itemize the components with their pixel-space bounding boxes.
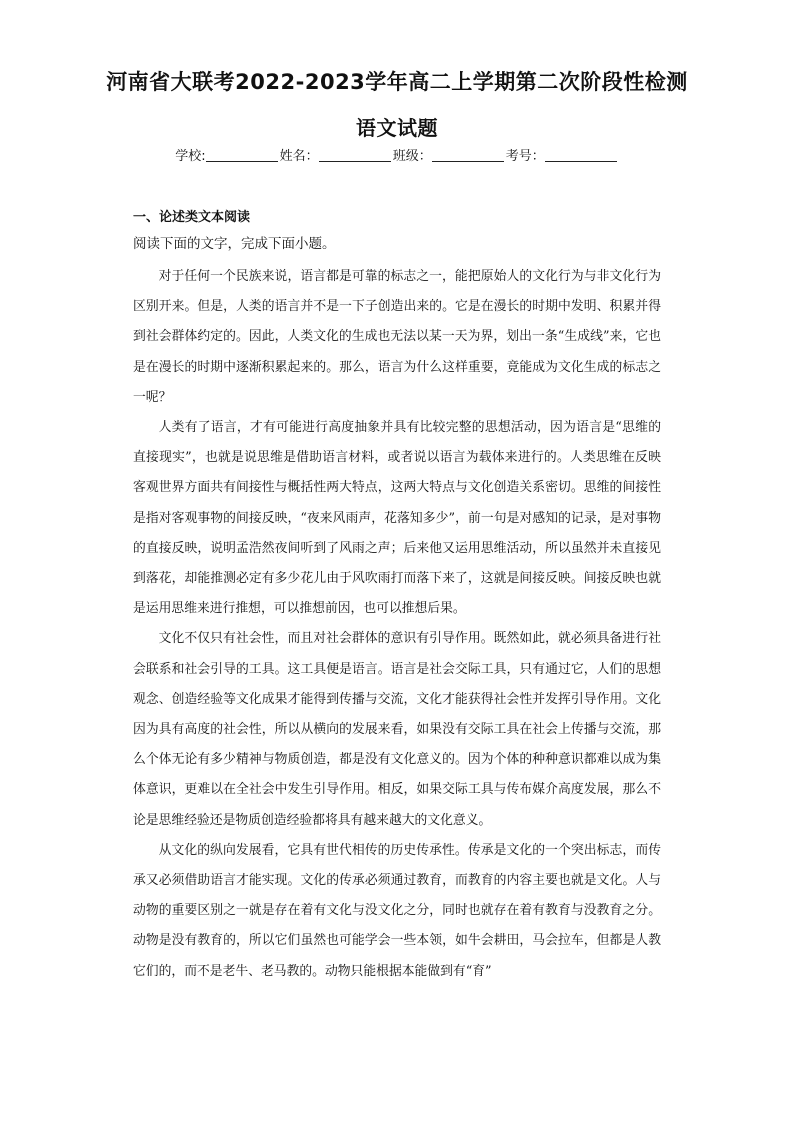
exam-title: 河南省大联考2022-2023学年高二上学期第二次阶段性检测 bbox=[106, 70, 688, 94]
reading-passage bbox=[133, 262, 661, 987]
school-label: 学校: bbox=[175, 149, 206, 164]
passage-paragraph-1: 对于任何一个民族来说，语言都是可靠的标志之一，能把原始人的文化行为与非文化行为区别开来。但是，人类的语言并不是一下子创造出来的。它是在漫长的时期中发明、积累并得到社会群体约定的。因此，人类文化的生成也无法以某一天为界，划出一条“生成线”来，它也是在漫长的时期中逐渐积累起来的。那么，语言为什么这样重要，竟能成为文化生成的标志之一呢？ bbox=[133, 269, 661, 405]
number-blank[interactable] bbox=[545, 148, 617, 162]
exam-subtitle: 语文试题 bbox=[356, 116, 438, 140]
school-blank[interactable] bbox=[206, 148, 278, 162]
name-blank[interactable] bbox=[319, 148, 391, 162]
passage-paragraph-2: 人类有了语言，才有可能进行高度抽象并具有比较完整的思想活动，因为语言是“思维的直接现实”，也就是说思维是借助语言材料，或者说以语言为载体来进行的。人类思维在反映客观世界方面共有间接性与概括性两大特点，这两大特点与文化创造关系密切。思维的间接性是指对客观事物的间接反映，“夜来风雨声，花落知多少”，前一句是对感知的记录，是对事物的直接反映，说明孟浩然夜间听到了风雨之声；后来他又运用思维活动，所以虽然并未直接见到落花，却能推测必定有多少花儿由于风吹雨打而落下来了，这就是间接反映。间接反映也就是运用思维来进行推想，可以推想前因，也可以推想后果。 bbox=[133, 420, 661, 617]
student-info-line bbox=[0, 145, 794, 164]
class-blank[interactable] bbox=[432, 148, 504, 162]
section-title: 一、论述类文本阅读 bbox=[133, 210, 251, 225]
number-label: 考号： bbox=[505, 149, 545, 164]
class-label: 班级： bbox=[392, 149, 432, 164]
passage-paragraph-3: 文化不仅只有社会性，而且对社会群体的意识有引导作用。既然如此，就必须具备进行社会联系和社会引导的工具。这工具便是语言。语言是社会交际工具，只有通过它，人们的思想观念、创造经验等文化成果才能得到传播与交流，文化才能获得社会性并发挥引导作用。文化因为具有高度的社会性，所以从横向的发展来看，如果没有交际工具在社会上传播与交流，那么个体无论有多少精神与物质创造，都是没有文化意义的。因为个体的种种意识都难以成为集体意识，更难以在全社会中发生引导作用。相反，如果交际工具与传布媒介高度发展，那么不论是思维经验还是物质创造经验都将具有越来越大的文化意义。 bbox=[133, 631, 661, 828]
section-instruction: 阅读下面的文字，完成下面小题。 bbox=[133, 236, 336, 252]
name-label: 姓名： bbox=[279, 149, 319, 164]
passage-paragraph-4: 从文化的纵向发展看，它具有世代相传的历史传承性。传承是文化的一个突出标志，而传承又必须借助语言才能实现。文化的传承必须通过教育，而教育的内容主要也就是文化。人与动物的重要区别之一就是存在着有文化与没文化之分，同时也就存在着有教育与没教育之分。动物是没有教育的，所以它们虽然也可能学会一些本领，如牛会耕田，马会拉车，但都是人教它们的，而不是老牛、老马教的。动物只能根据本能做到有“育” bbox=[133, 842, 661, 979]
